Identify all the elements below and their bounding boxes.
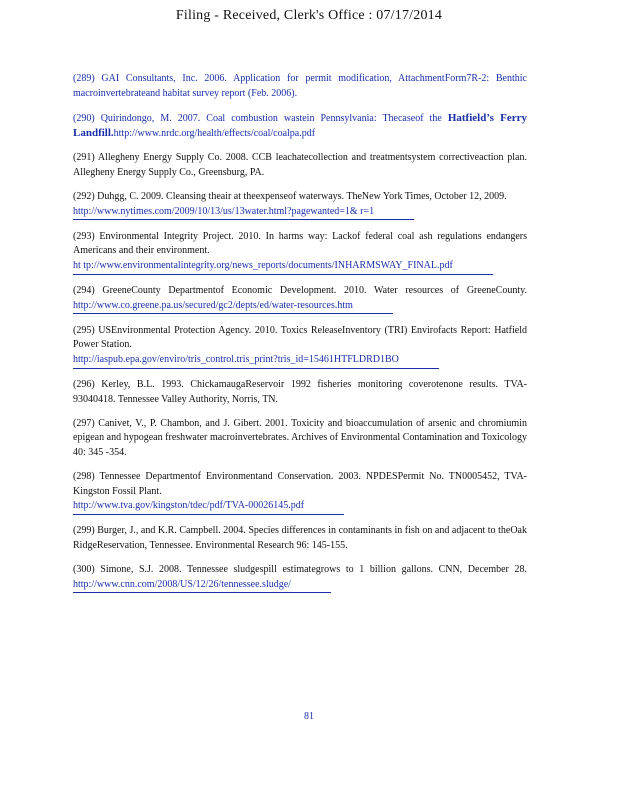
- reference-290: [73, 111, 527, 142]
- reference-293-text: (293) Environmental Integrity Project. 2010. In harms way: Lackof federal coal ash regulations endangers Americans and their environment.: [73, 230, 527, 257]
- reference-290-text: (290) Quirindongo, M. 2007. Coal combustion wastein Pennsylvania: Thecaseof the: [73, 112, 442, 124]
- reference-300: [73, 563, 527, 593]
- reference-295-link[interactable]: http://iaspub.epa.gov/enviro/tris_control.tris_print?tris_id=15461HTFLDRD1BO: [73, 353, 439, 369]
- reference-297-text: (297) Canivet, V., P. Chambon, and J. Gibert. 2001. Toxicity and bioaccumulation of arsenic and chromiumin epigean and hypogean freshwater macroinvertebrates. Archives of Environmental Contamination and Toxicology 40: 345 -354.: [73, 417, 527, 458]
- reference-292: [73, 190, 527, 220]
- reference-289-text: (289) GAI Consultants, Inc. 2006. Application for permit modification, AttachmentForm7R-2: Benthic macroinvertebrateand habitat survey report (Feb. 2006).: [73, 73, 527, 99]
- reference-299: [73, 524, 527, 553]
- reference-list: [73, 72, 527, 603]
- reference-294-text: (294) GreeneCounty Departmentof Economic Development. 2010. Water resources of GreeneCounty.: [73, 285, 527, 297]
- reference-292-text: (292) Duhgg, C. 2009. Cleansing theair at theexpenseof waterways. TheNew York Times, October 12, 2009.: [73, 191, 507, 203]
- page-number: 81: [304, 711, 314, 722]
- reference-294: [73, 284, 527, 314]
- reference-291-text: (291) Allegheny Energy Supply Co. 2008. CCB leachatecollection and treatmentsystem correctiveaction plan. Allegheny Energy Supply Co., Greensburg, PA.: [73, 152, 527, 178]
- reference-292-link[interactable]: http://www.nytimes.com/2009/10/13/us/13water.html?pagewanted=1& r=1: [73, 205, 414, 221]
- reference-300-text: (300) Simone, S.J. 2008. Tennessee sludgespill estimategrows to 1 billion gallons. CNN, December 28.: [73, 563, 527, 575]
- reference-298-text: (298) Tennessee Departmentof Environmentand Conservation. 2003. NPDESPermit No. TN0005452, TVA-Kingston Fossil Plant.: [73, 470, 527, 497]
- reference-298: [73, 470, 527, 515]
- reference-294-link[interactable]: http://www.co.greene.pa.us/secured/gc2/depts/ed/water-resources.htm: [73, 299, 393, 315]
- page-header: Filing - Received, Clerk's Office : 07/17/2014: [175, 8, 443, 23]
- reference-296-text: (296) Kerley, B.L. 1993. ChickamaugaReservoir 1992 fisheries monitoring coverotenone results. TVA-93040418. Tennessee Valley Authority, Norris, TN.: [73, 379, 527, 405]
- reference-299-text: (299) Burger, J., and K.R. Campbell. 2004. Species differences in contaminants in fish on and adjacent to theOak RidgeReservation, Tennessee. Environmental Research 96: 145-155.: [73, 525, 527, 551]
- reference-298-link[interactable]: http://www.tva.gov/kingston/tdec/pdf/TVA-00026145.pdf: [73, 499, 344, 515]
- reference-300-link[interactable]: http://www.cnn.com/2008/US/12/26/tennessee.sludge/: [73, 578, 331, 594]
- reference-290-link[interactable]: http://www.nrdc.org/health/effects/coal/coalpa.pdf: [113, 128, 316, 140]
- reference-297: [73, 417, 527, 461]
- reference-291: [73, 151, 527, 180]
- reference-296: [73, 378, 527, 407]
- reference-290-title: Hatfield’s Ferry Landfill.: [73, 111, 528, 140]
- reference-289: [73, 72, 527, 101]
- reference-293: [73, 230, 527, 275]
- reference-295: [73, 324, 527, 369]
- reference-295-text: (295) USEnvironmental Protection Agency. 2010. Toxics ReleaseInventory (TRI) Envirofacts Report: Hatfield Power Station.: [73, 324, 527, 351]
- reference-293-link[interactable]: ht tp://www.environmentalintegrity.org/news_reports/documents/INHARMSWAY_FINAL.pdf: [73, 259, 493, 275]
